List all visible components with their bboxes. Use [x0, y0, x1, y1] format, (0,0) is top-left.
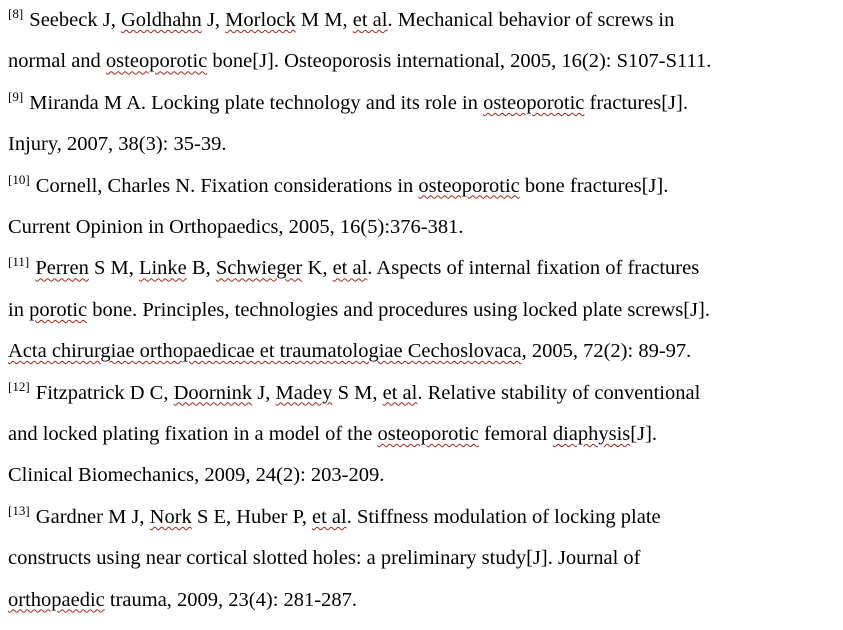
reference-text: bone. Principles, technologies and procedures using locked plate screws[J]. [87, 298, 710, 321]
reference-text: fractures[J]. [584, 91, 688, 114]
spellcheck-flagged-word: osteoporotic [105, 50, 208, 73]
reference-text: constructs using near cortical slotted holes: a preliminary study[J]. Journal of [8, 547, 641, 570]
reference-text: J, [201, 9, 226, 31]
reference-line [8, 89, 688, 117]
reference-text: trauma, 2009, 23(4): 281-287. [104, 588, 357, 611]
reference-text: bone[J]. Osteoporosis international, 2005, 16(2): S107-S111. [207, 50, 712, 73]
reference-line [8, 47, 711, 75]
spellcheck-flagged-word: osteoporotic [483, 91, 585, 114]
reference-line [8, 461, 384, 489]
reference-text: M M, [295, 9, 353, 31]
spellcheck-flagged-word: Perren [35, 257, 89, 280]
reference-number: [12] [8, 378, 30, 394]
reference-text: femoral [478, 423, 553, 445]
reference-text: S E, Huber P, [191, 505, 312, 528]
reference-text: normal and [8, 50, 106, 73]
reference-text: . Aspects of internal fixation of fractures [367, 257, 700, 280]
reference-text: J, [252, 381, 276, 404]
reference-text: B, [186, 257, 216, 280]
reference-line [8, 544, 641, 572]
reference-line [8, 254, 699, 282]
reference-text: Miranda M A. Locking plate technology and its role in [24, 91, 484, 114]
spellcheck-flagged-word: Nork [149, 505, 192, 528]
reference-number: [9] [8, 88, 24, 104]
reference-line [8, 296, 710, 324]
spellcheck-flagged-word: Linke [138, 257, 187, 280]
reference-text: and locked plating fixation in a model of the [8, 423, 378, 445]
reference-text: K, [302, 257, 333, 280]
spellcheck-flagged-word: Madey [275, 381, 333, 404]
spellcheck-flagged-word: Acta chirurgiae orthopaedicae et traumatologiae Cechoslovaca [8, 340, 522, 363]
reference-text: , 2005, 72(2): 89-97. [521, 340, 692, 363]
reference-line [8, 130, 226, 158]
spellcheck-flagged-word: Morlock [225, 9, 296, 31]
spellcheck-flagged-word: et al [332, 257, 368, 280]
spellcheck-flagged-word: orthopaedic [8, 588, 105, 611]
spellcheck-flagged-word: porotic [29, 298, 88, 321]
reference-text: Clinical Biomechanics, 2009, 24(2): 203-209. [8, 464, 385, 487]
reference-text: in [8, 298, 30, 321]
spellcheck-flagged-word: et al [352, 9, 388, 31]
reference-line [8, 6, 674, 34]
reference-text: Current Opinion in Orthopaedics, 2005, 16(5):376-381. [8, 216, 464, 238]
spellcheck-flagged-word: Goldhahn [120, 9, 202, 31]
reference-text: S M, [332, 381, 383, 404]
reference-text: Fitzpatrick D C, [30, 381, 174, 404]
spellcheck-flagged-word: diaphysis [552, 423, 631, 445]
reference-line [8, 420, 657, 448]
reference-line [8, 503, 661, 531]
spellcheck-flagged-word: Doornink [173, 381, 253, 404]
reference-text: Cornell, Charles N. Fixation considerations in [30, 174, 419, 197]
reference-text: [J]. [630, 423, 658, 445]
reference-text: Seebeck J, [24, 9, 121, 31]
reference-text: . Relative stability of conventional [417, 381, 701, 404]
reference-line [8, 586, 357, 614]
reference-text: . Mechanical behavior of screws in [387, 9, 675, 31]
reference-line [8, 172, 668, 200]
spellcheck-flagged-word: et al [311, 505, 347, 528]
reference-text: Injury, 2007, 38(3): 35-39. [8, 133, 227, 156]
reference-line [8, 213, 463, 241]
reference-number: [10] [8, 171, 30, 187]
reference-text: S M, [88, 257, 139, 280]
reference-number: [13] [8, 502, 30, 518]
spellcheck-flagged-word: osteoporotic [377, 423, 479, 445]
spellcheck-flagged-word: Schwieger [215, 257, 303, 280]
reference-number: [11] [8, 254, 30, 270]
reference-text: . Stiffness modulation of locking plate [346, 505, 661, 528]
reference-number: [8] [8, 6, 24, 21]
spellcheck-flagged-word: et al [382, 381, 418, 404]
reference-text: Gardner M J, [30, 505, 150, 528]
reference-line [8, 337, 691, 365]
reference-text: bone fractures[J]. [519, 174, 669, 197]
spellcheck-flagged-word: osteoporotic [418, 174, 520, 197]
reference-line [8, 379, 700, 407]
